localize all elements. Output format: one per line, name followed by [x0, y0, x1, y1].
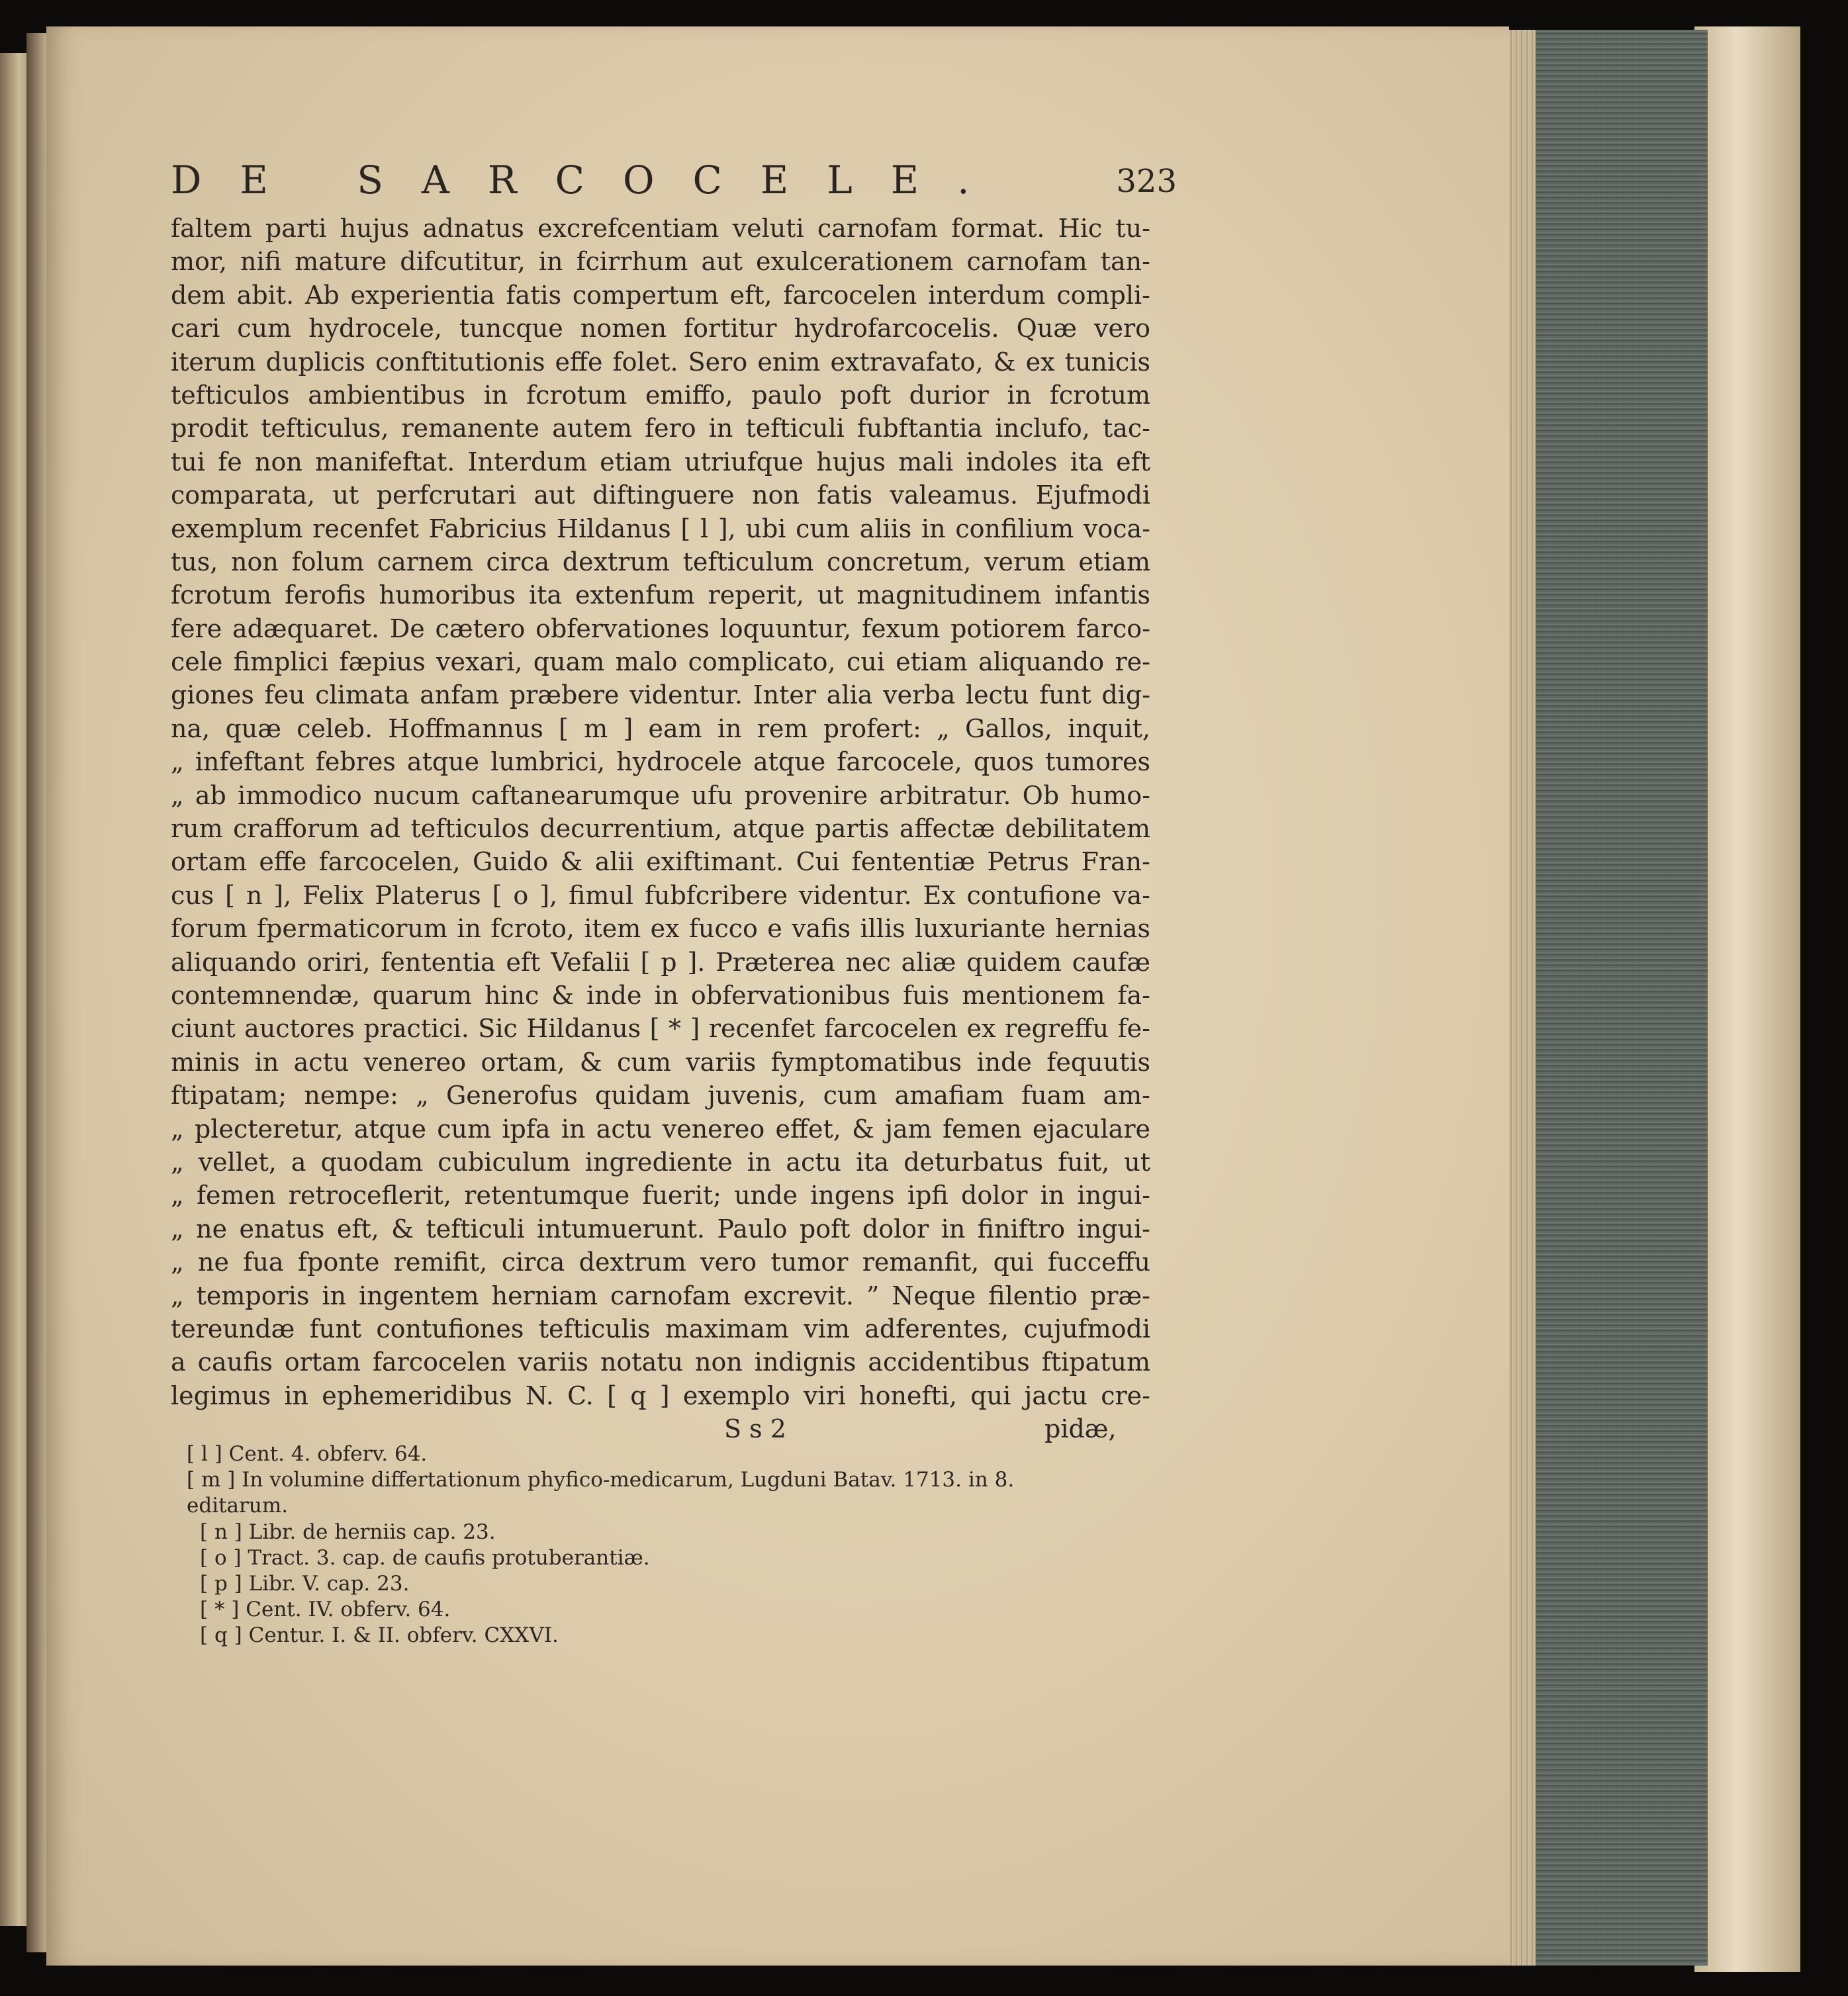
text-line: cari cum hydrocele, tuncque nomen fortitur hydrofarcocelis. Quæ vero: [171, 314, 1150, 343]
text-line: minis in actu venereo ortam, & cum variis fymptomatibus inde fequutis: [171, 1047, 1150, 1077]
text-line: legimus in ephemeridibus N. C. [ q ] exemplo viri honefti, qui jactu cre-: [171, 1381, 1150, 1410]
text-line: „ femen retroceflerit, retentumque fuerit; unde ingens ipfi dolor in ingui-: [171, 1181, 1150, 1210]
text-line: iterum duplicis conftitutionis effe folet. Sero enim extravafato, & ex tunicis: [171, 347, 1150, 377]
text-line: ortam effe farcocelen, Guido & alii exiftimant. Cui fententiæ Petrus Fran-: [171, 847, 1150, 877]
text-line: fcrotum ferofis humoribus ita extenfum reperit, ut magnitudinem infantis: [171, 580, 1150, 610]
book-cover-edge: [1694, 26, 1800, 1972]
text-line: „ ne fua fponte remifit, circa dextrum vero tumor remanfit, qui fucceffu: [171, 1248, 1150, 1277]
footnote-continuation: editarum.: [187, 1494, 289, 1518]
text-line: contemnendæ, quarum hinc & inde in obfervationibus fuis mentionem fa-: [171, 980, 1150, 1010]
text-line: tereundæ funt contufiones tefticulis maximam vim adferentes, cujufmodi: [171, 1314, 1150, 1343]
footnote: [ p ] Libr. V. cap. 23.: [200, 1571, 410, 1596]
text-line: „ plecteretur, atque cum ipfa in actu venereo effet, & jam femen ejaculare: [171, 1114, 1150, 1144]
running-title: DE SARCOCELE.: [171, 158, 1008, 203]
text-line: comparata, ut perfcrutari aut diftinguere non fatis valeamus. Ejufmodi: [171, 480, 1150, 510]
text-line: dem abit. Ab experientia fatis compertum eft, farcocelen interdum compli-: [171, 280, 1150, 310]
text-line: forum fpermaticorum in fcroto, item ex fucco e vafis illis luxuriante hernias: [171, 914, 1150, 944]
text-line: tui fe non manifeftat. Interdum etiam utriufque hujus mali indoles ita eft: [171, 447, 1150, 476]
text-line: „ ab immodico nucum caftanearumque ufu provenire arbitratur. Ob humo-: [171, 780, 1150, 810]
footnote: [ * ] Cent. IV. obferv. 64.: [200, 1598, 451, 1622]
page-header: [171, 158, 1177, 204]
text-line: „ temporis in ingentem herniam carnofam excrevit. ” Neque filentio præ-: [171, 1281, 1150, 1310]
text-line: ciunt auctores practici. Sic Hildanus [ * ] recenfet farcocelen ex regreffu fe-: [171, 1014, 1150, 1044]
catchword: pidæ,: [1044, 1414, 1117, 1444]
text-line: faltem parti hujus adnatus excrefcentiam veluti carnofam format. Hic tu-: [171, 214, 1150, 243]
text-line: „ infeftant febres atque lumbrici, hydrocele atque farcocele, quos tumores: [171, 747, 1150, 777]
text-line: aliquando oriri, fententia eft Vefalii [ p ]. Præterea nec aliæ quidem caufæ: [171, 947, 1150, 977]
text-line: giones feu climata anfam præbere videntur. Inter alia verba lectu funt dig-: [171, 680, 1150, 710]
footnote: [ m ] In volumine differtationum phyfico-medicarum, Lugduni Batav. 1713. in 8.: [187, 1468, 1015, 1492]
text-line: „ ne enatus eft, & tefticuli intumuerunt. Paulo poft dolor in finiftro ingui-: [171, 1214, 1150, 1244]
book-fore-edge: [1536, 30, 1708, 1966]
text-line: rum crafforum ad tefticulos decurrentium, atque partis affectæ debilitatem: [171, 814, 1150, 844]
signature-mark: S s 2: [724, 1414, 786, 1444]
text-line: mor, nifi mature difcutitur, in fcirrhum aut exulcerationem carnofam tan-: [171, 247, 1150, 277]
footnote: [ q ] Centur. I. & II. obferv. CXXVI.: [200, 1623, 559, 1648]
text-line: cus [ n ], Felix Platerus [ o ], fimul fubfcribere videntur. Ex contufione va-: [171, 880, 1150, 910]
text-line: „ vellet, a quodam cubiculum ingrediente in actu ita deturbatus fuit, ut: [171, 1147, 1150, 1177]
text-line: prodit tefticulus, remanente autem fero in tefticuli fubftantia inclufo, tac-: [171, 414, 1150, 443]
text-line: cele fimplici fæpius vexari, quam malo complicato, cui etiam aliquando re-: [171, 647, 1150, 677]
text-line: ftipatam; nempe: „ Generofus quidam juvenis, cum amafiam fuam am-: [171, 1081, 1150, 1111]
text-line: exemplum recenfet Fabricius Hildanus [ l ], ubi cum aliis in confilium voca-: [171, 514, 1150, 543]
text-line: a caufis ortam farcocelen variis notatu non indignis accidentibus ftipatum: [171, 1347, 1150, 1377]
text-line: tus, non folum carnem circa dextrum tefticulum concretum, verum etiam: [171, 547, 1150, 576]
footnote: [ o ] Tract. 3. cap. de caufis protuberantiæ.: [200, 1545, 650, 1570]
text-line: tefticulos ambientibus in fcrotum emiffo, paulo poft durior in fcrotum: [171, 380, 1150, 410]
text-line: na, quæ celeb. Hoffmannus [ m ] eam in rem profert: „ Gallos, inquit,: [171, 713, 1150, 743]
signature-line: [171, 1412, 1150, 1445]
footnote: [ n ] Libr. de herniis cap. 23.: [200, 1520, 496, 1544]
main-text: [171, 212, 1150, 1445]
page-number: 323: [1116, 163, 1177, 200]
footnote: [ l ] Cent. 4. obferv. 64.: [187, 1442, 428, 1466]
text-line: fere adæquaret. De cætero obfervationes loquuntur, fexum potiorem farco-: [171, 613, 1150, 643]
footnotes: [187, 1441, 1153, 1649]
